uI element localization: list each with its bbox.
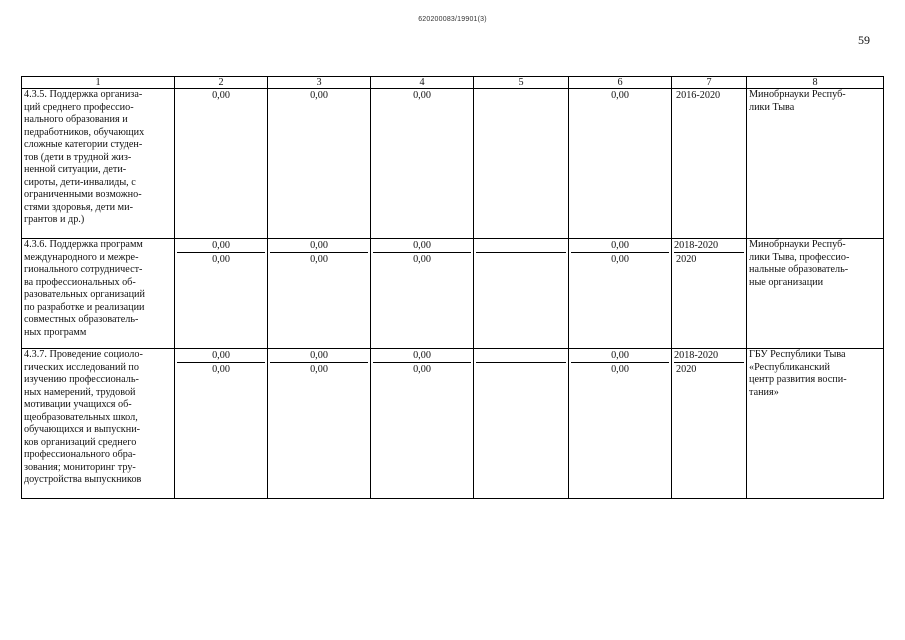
amount-value: 0,00 [413,90,431,101]
amount-value [476,89,566,102]
amount-cell [268,239,371,349]
period-cell [672,349,747,499]
amount-cell [175,349,268,499]
column-number-row [22,77,884,89]
amount-value: 0,00 [270,349,368,363]
period-value: 2020 [676,364,697,375]
column-header-5: 5 [474,77,569,89]
amount-cell [175,89,268,239]
amount-value: 0,00 [611,90,629,101]
responsible-executor: Минобрнауки Респуб- лики Тыва, профессио- нальные образователь- ные организации [747,239,884,349]
amount-cell [474,349,569,499]
column-header-2: 2 [175,77,268,89]
amount-cell [569,349,672,499]
amount-value [476,363,566,376]
amount-cell [474,89,569,239]
amount-cell [569,239,672,349]
amount-cell [569,89,672,239]
amount-cell [371,239,474,349]
amount-value: 0,00 [373,349,471,363]
amount-cell [371,349,474,499]
column-header-6: 6 [569,77,672,89]
column-header-8: 8 [747,77,884,89]
period-value: 2016-2020 [676,90,721,101]
amount-value: 0,00 [571,239,669,253]
amount-cell [474,239,569,349]
period-value: 2020 [676,254,697,265]
column-header-7: 7 [672,77,747,89]
amount-cell [175,239,268,349]
table-row [22,89,884,239]
column-header-4: 4 [371,77,474,89]
amount-value: 0,00 [212,364,230,375]
period-cell [672,239,747,349]
amount-value: 0,00 [611,364,629,375]
amount-value [476,349,566,363]
amount-value: 0,00 [177,349,265,363]
document-id: 620200083/19901(3) [418,16,487,23]
amount-cell [371,89,474,239]
amount-cell [268,349,371,499]
measure-description: 4.3.6. Поддержка программ международного и межре- гионального сотрудничест- ва профессиональных об- разовательных организаций по разработке и реализации совместных образователь- ных программ [22,239,175,349]
amount-value: 0,00 [212,254,230,265]
amount-value: 0,00 [611,254,629,265]
column-header-3: 3 [268,77,371,89]
responsible-executor: Минобрнауки Респуб- лики Тыва [747,89,884,239]
amount-value: 0,00 [310,90,328,101]
amount-value: 0,00 [177,239,265,253]
amount-value: 0,00 [310,364,328,375]
table-row [22,349,884,499]
amount-value [476,253,566,266]
table-row [22,239,884,349]
amount-value: 0,00 [373,239,471,253]
amount-value: 0,00 [270,239,368,253]
amount-cell [268,89,371,239]
period-value: 2018-2020 [674,239,744,253]
amount-value: 0,00 [310,254,328,265]
period-cell [672,89,747,239]
plan-table [21,76,884,499]
amount-value: 0,00 [413,254,431,265]
period-value: 2018-2020 [674,349,744,363]
page-number: 59 [858,33,870,47]
measure-description: 4.3.7. Проведение социоло- гических исследований по изучению профессиональ- ных намерений, трудовой мотивации учащихся об- щеобразовательных школ, обучающихся и выпускни- ков организаций среднего профессионального обра- зования; мониторинг тру- доустройства выпускников [22,349,175,499]
responsible-executor: ГБУ Республики Тыва «Республиканский центр развития воспи- тания» [747,349,884,499]
amount-value: 0,00 [413,364,431,375]
column-header-1: 1 [22,77,175,89]
amount-value: 0,00 [212,90,230,101]
amount-value: 0,00 [571,349,669,363]
amount-value [476,239,566,253]
measure-description: 4.3.5. Поддержка организа- ций среднего профессио- нального образования и педработников, обучающих сложные категории студен- тов (дети в трудной жиз- ненной ситуации, дети- сироты, дети-инвалиды, с ограниченными возможно- стями здоровья, дети ми- грантов и др.) [22,89,175,239]
